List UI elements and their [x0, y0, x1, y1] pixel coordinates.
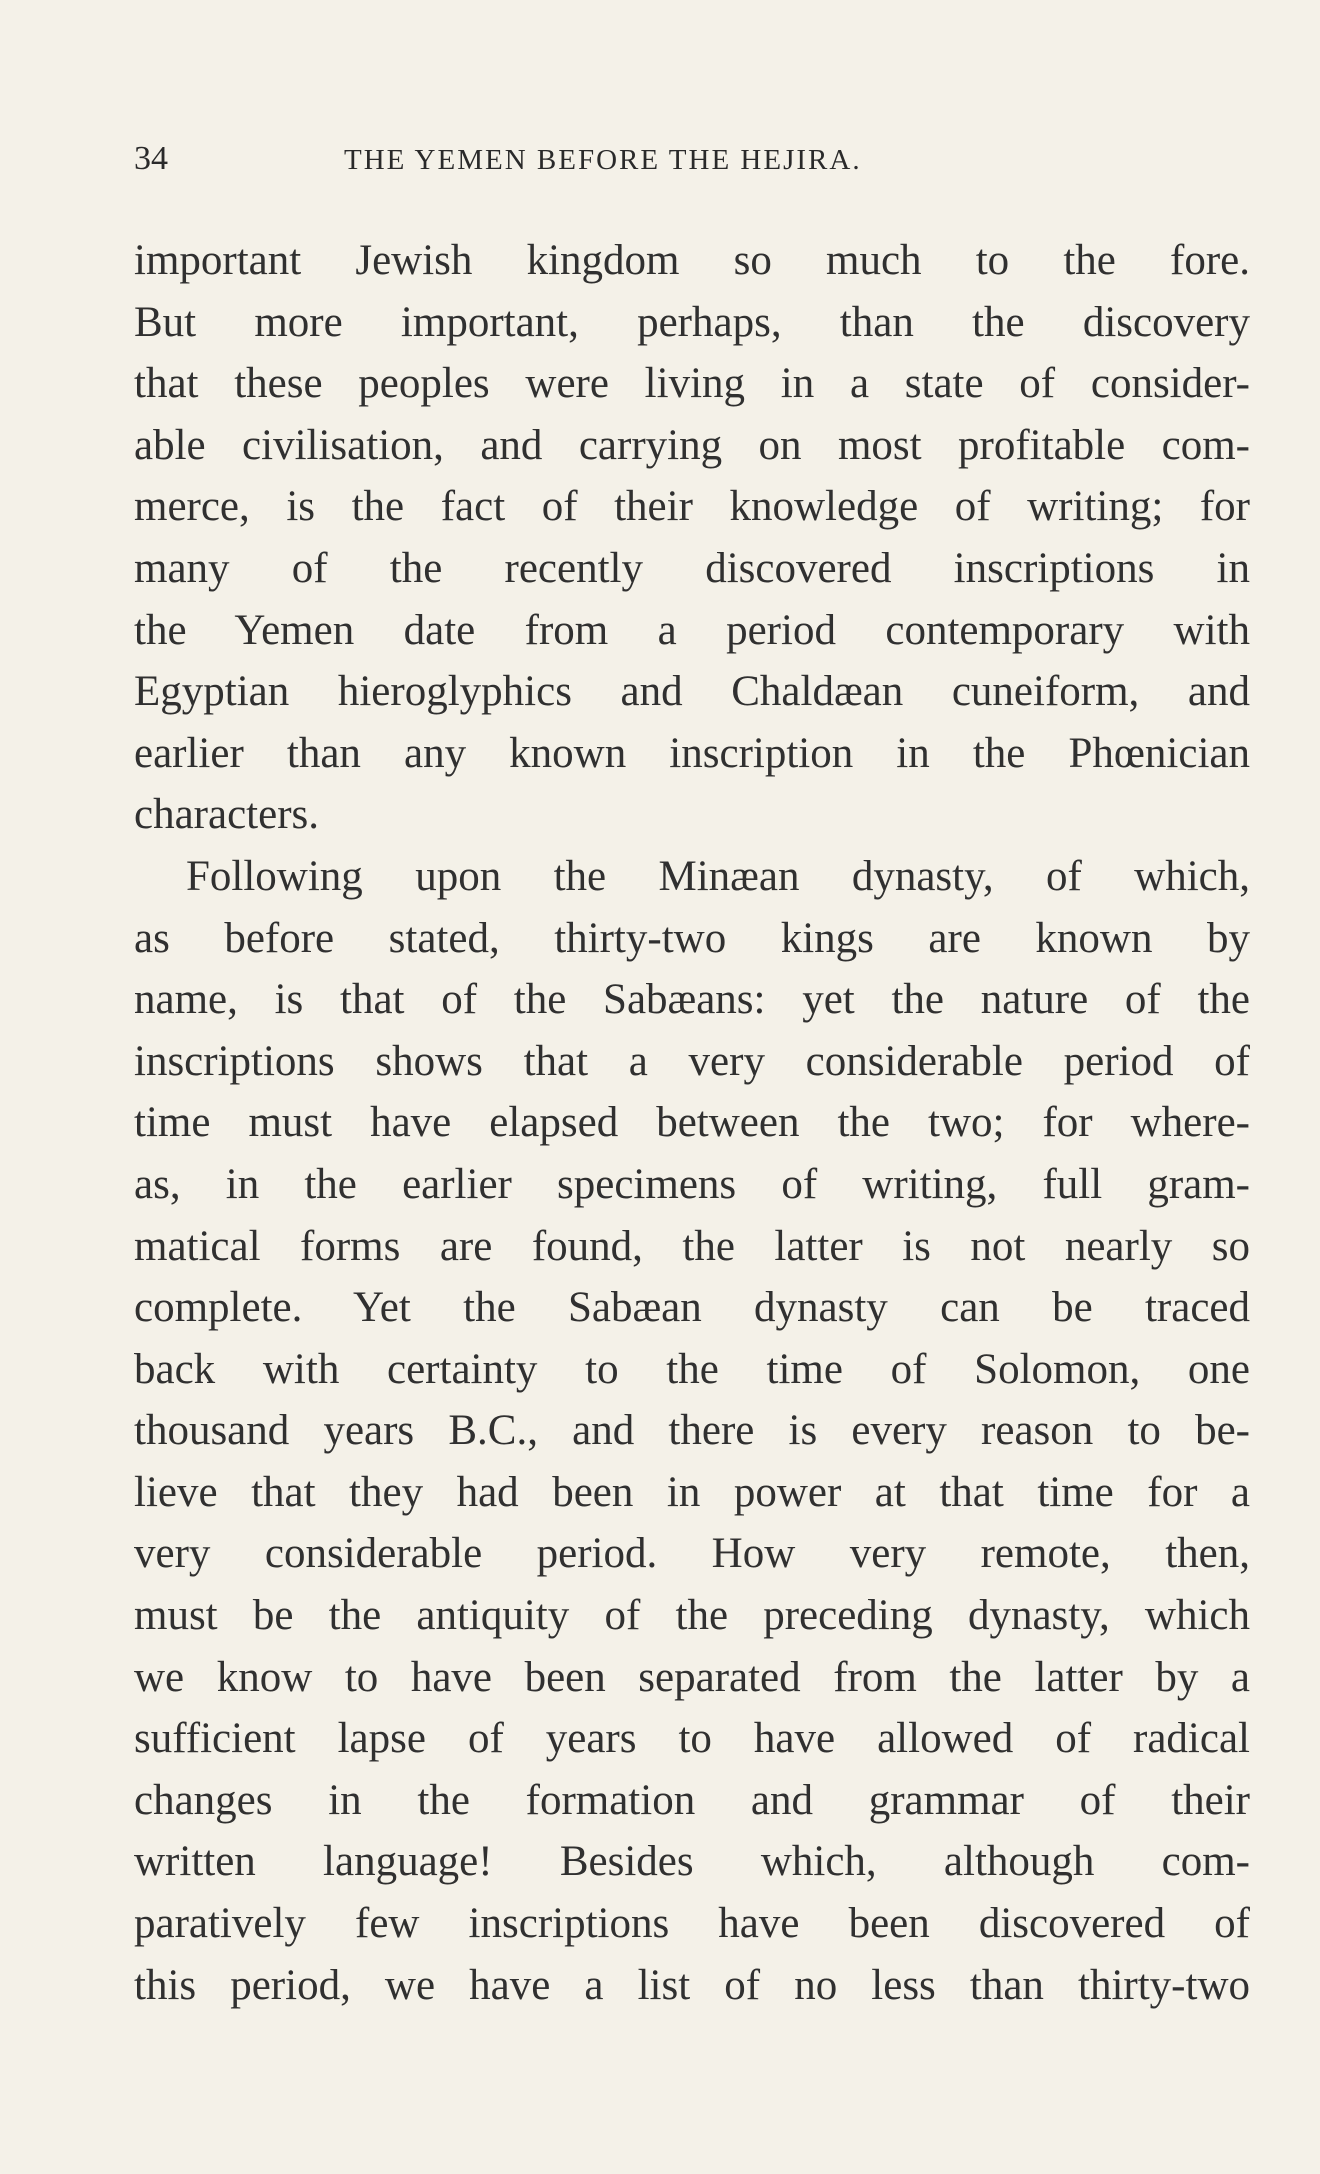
text-line: important Jewish kingdom so much to the fore. — [134, 237, 1250, 284]
text-line: complete. Yet the Sabæan dynasty can be traced — [134, 1284, 1250, 1332]
text-line: earlier than any known inscription in the Phœnician — [134, 729, 1250, 777]
text-line: must be the antiquity of the preceding dynasty, which — [134, 1592, 1250, 1640]
text-line: thousand years B.C., and there is every reason to be- — [134, 1407, 1250, 1455]
text-line: merce, is the fact of their knowledge of writing; for — [134, 483, 1250, 531]
text-line: But more important, perhaps, than the discovery — [134, 298, 1250, 346]
text-line: very considerable period. How very remote, then, — [134, 1530, 1250, 1578]
text-line: changes in the formation and grammar of their — [134, 1776, 1250, 1824]
page-number: 34 — [134, 140, 168, 177]
running-head — [134, 140, 1250, 180]
text-line: many of the recently discovered inscriptions in — [134, 544, 1250, 592]
text-line: written language! Besides which, although com- — [134, 1838, 1250, 1886]
text-line: inscriptions shows that a very considerable period of — [134, 1037, 1250, 1085]
text-line: able civilisation, and carrying on most profitable com- — [134, 421, 1250, 469]
text-line: as before stated, thirty-two kings are known by — [134, 914, 1250, 962]
text-line: time must have elapsed between the two; for where- — [134, 1099, 1250, 1147]
body-text — [134, 230, 1250, 2016]
text-line: name, is that of the Sabæans: yet the nature of the — [134, 976, 1250, 1024]
text-line: as, in the earlier specimens of writing, full gram- — [134, 1160, 1250, 1208]
text-line: back with certainty to the time of Solomon, one — [134, 1345, 1250, 1393]
text-line: that these peoples were living in a state of consider- — [134, 360, 1250, 408]
text-line: matical forms are found, the latter is not nearly so — [134, 1222, 1250, 1270]
running-title: THE YEMEN BEFORE THE HEJIRA. — [344, 144, 862, 176]
text-line: the Yemen date from a period contemporary with — [134, 606, 1250, 654]
text-line: paratively few inscriptions have been discovered of — [134, 1900, 1250, 1948]
paragraph-end-line: characters. — [134, 791, 319, 839]
text-line: lieve that they had been in power at that time for a — [134, 1468, 1250, 1516]
paragraph-start-line: Following upon the Minæan dynasty, of which, — [186, 852, 1250, 900]
text-line: we know to have been separated from the latter by a — [134, 1653, 1250, 1701]
text-line: Egyptian hieroglyphics and Chaldæan cuneiform, and — [134, 668, 1250, 716]
text-line: this period, we have a list of no less than thirty-two — [134, 1961, 1250, 2009]
text-line: sufficient lapse of years to have allowed of radical — [134, 1715, 1250, 1763]
